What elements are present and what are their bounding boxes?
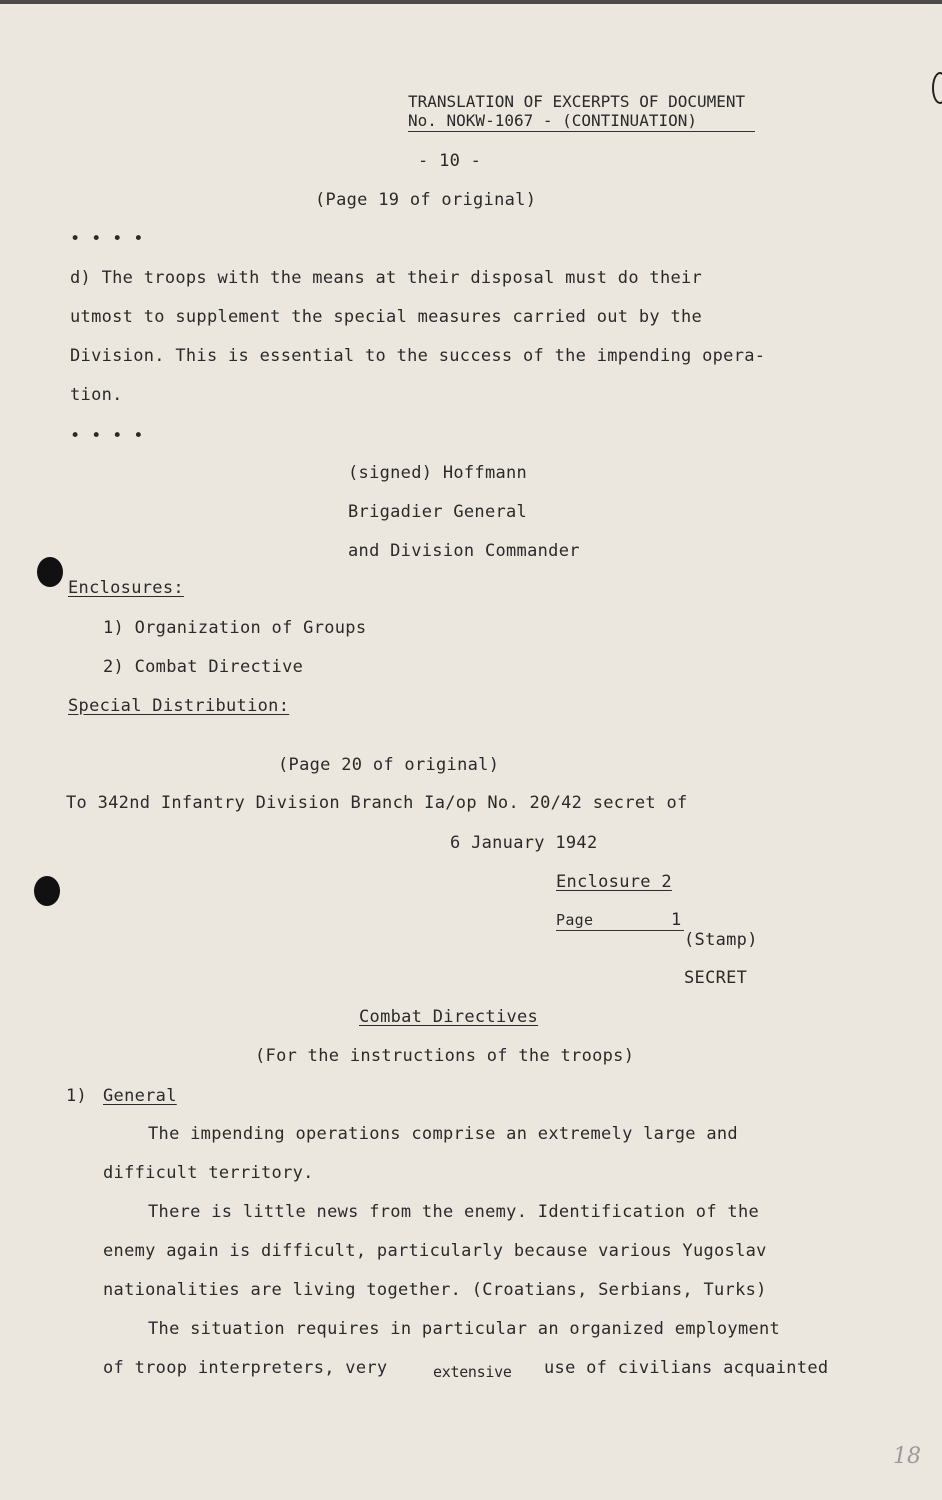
paragraph-line: utmost to supplement the special measures carried out by the <box>70 307 703 327</box>
paragraph-line: tion. <box>70 385 123 405</box>
address-line: To 342nd Infantry Division Branch Ia/op No. 20/42 secret of <box>66 793 688 813</box>
handwritten-page-number: 18 <box>893 1444 921 1469</box>
page-number: - 10 - <box>418 151 482 171</box>
paragraph-line: use of civilians acquainted <box>544 1358 829 1378</box>
paragraph-line: enemy again is difficult, particularly because various Yugoslav <box>103 1241 767 1261</box>
section-heading: General <box>103 1086 177 1106</box>
page-reference: (Page 19 of original) <box>315 190 537 210</box>
page-stamp-field <box>556 910 684 931</box>
section-number: 1) <box>66 1086 88 1106</box>
page-edge-mark <box>932 72 942 104</box>
page-reference: (Page 20 of original) <box>278 755 500 775</box>
enclosures-heading: Enclosures: <box>68 578 184 598</box>
paragraph-line: difficult territory. <box>103 1163 314 1183</box>
header-title-line1: TRANSLATION OF EXCERPTS OF DOCUMENT <box>408 92 746 111</box>
inserted-word: extensive <box>433 1363 512 1381</box>
punch-hole <box>37 557 63 587</box>
enclosure-item: 2) Combat Directive <box>103 657 304 677</box>
paragraph-line: of troop interpreters, very <box>103 1358 388 1378</box>
signature-rank: Brigadier General <box>348 502 528 522</box>
ellipsis-dots: • • • • <box>70 229 144 249</box>
header-title-line2: No. NOKW-1067 - (CONTINUATION) <box>408 111 755 132</box>
page-value: 1 <box>671 910 682 930</box>
enclosure-label: Enclosure 2 <box>556 872 672 892</box>
punch-hole <box>34 876 60 906</box>
ellipsis-dots: • • • • <box>70 426 144 446</box>
paragraph-line: d) The troops with the means at their disposal must do their <box>70 268 703 288</box>
signature-name: (signed) Hoffmann <box>348 463 528 483</box>
enclosure-item: 1) Organization of Groups <box>103 618 367 638</box>
signature-title: and Division Commander <box>348 541 580 561</box>
directive-title: Combat Directives <box>359 1007 539 1027</box>
paragraph-line: The situation requires in particular an organized employment <box>148 1319 781 1339</box>
directive-subtitle: (For the instructions of the troops) <box>255 1046 635 1066</box>
paragraph-line: There is little news from the enemy. Identification of the <box>148 1202 760 1222</box>
special-distribution-heading: Special Distribution: <box>68 696 290 716</box>
paragraph-line: Division. This is essential to the success of the impending opera- <box>70 346 766 366</box>
classification-label: SECRET <box>684 968 748 988</box>
page-label: Page <box>556 911 594 929</box>
paragraph-line: nationalities are living together. (Croatians, Serbians, Turks) <box>103 1280 767 1300</box>
stamp-label: (Stamp) <box>684 930 758 950</box>
date-line: 6 January 1942 <box>450 833 598 853</box>
paragraph-line: The impending operations comprise an extremely large and <box>148 1124 738 1144</box>
